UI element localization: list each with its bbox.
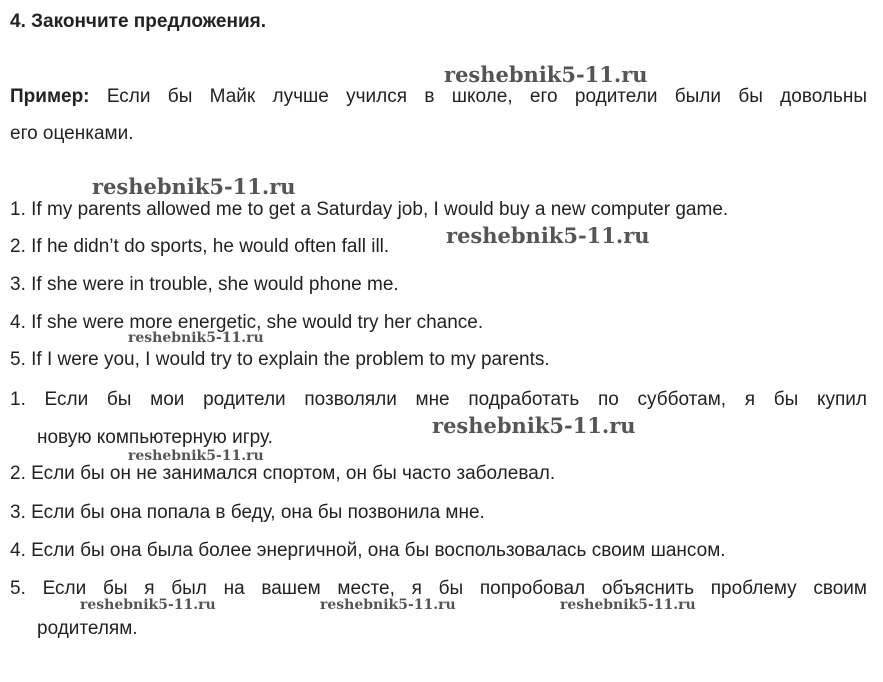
- russian-sentence-1-line-1: 1. Если бы мои родители позволяли мне подработать по субботам, я бы купил: [10, 389, 867, 410]
- example-line-1: [10, 85, 867, 109]
- watermark: reshebnik5-11.ru: [80, 597, 216, 613]
- watermark: reshebnik5-11.ru: [320, 597, 456, 613]
- watermark: reshebnik5-11.ru: [92, 174, 296, 199]
- watermark: reshebnik5-11.ru: [446, 223, 650, 248]
- example-label: Пример:: [10, 86, 90, 107]
- exercise-title: 4. Закончите предложения.: [10, 11, 266, 32]
- watermark: reshebnik5-11.ru: [128, 448, 264, 464]
- example-line-2: его оценками.: [10, 123, 134, 144]
- english-sentence-2: 2. If he didn’t do sports, he would often fall ill.: [10, 236, 390, 257]
- example-text: Если бы Майк лучше учился в школе, его родители были бы довольны: [106, 86, 867, 107]
- english-sentence-3: 3. If she were in trouble, she would phone me.: [10, 274, 399, 295]
- russian-sentence-5-line-2: родителям.: [37, 618, 138, 639]
- russian-sentence-2: 2. Если бы он не занимался спортом, он бы часто заболевал.: [10, 463, 556, 484]
- watermark: reshebnik5-11.ru: [432, 413, 636, 438]
- watermark: reshebnik5-11.ru: [128, 330, 264, 346]
- watermark: reshebnik5-11.ru: [444, 62, 648, 87]
- english-sentence-5: 5. If I were you, I would try to explain the problem to my parents.: [10, 349, 550, 370]
- russian-sentence-3: 3. Если бы она попала в беду, она бы позвонила мне.: [10, 502, 485, 523]
- english-sentence-1: 1. If my parents allowed me to get a Saturday job, I would buy a new computer game.: [10, 199, 729, 220]
- russian-sentence-1-line-2: новую компьютерную игру.: [37, 427, 273, 448]
- english-sentence-4: 4. If she were more energetic, she would try her chance.: [10, 312, 484, 333]
- russian-sentence-5-line-1: 5. Если бы я был на вашем месте, я бы попробовал объяснить проблему своим: [10, 578, 867, 599]
- russian-sentence-4: 4. Если бы она была более энергичной, она бы воспользовалась своим шансом.: [10, 540, 726, 561]
- watermark: reshebnik5-11.ru: [560, 597, 696, 613]
